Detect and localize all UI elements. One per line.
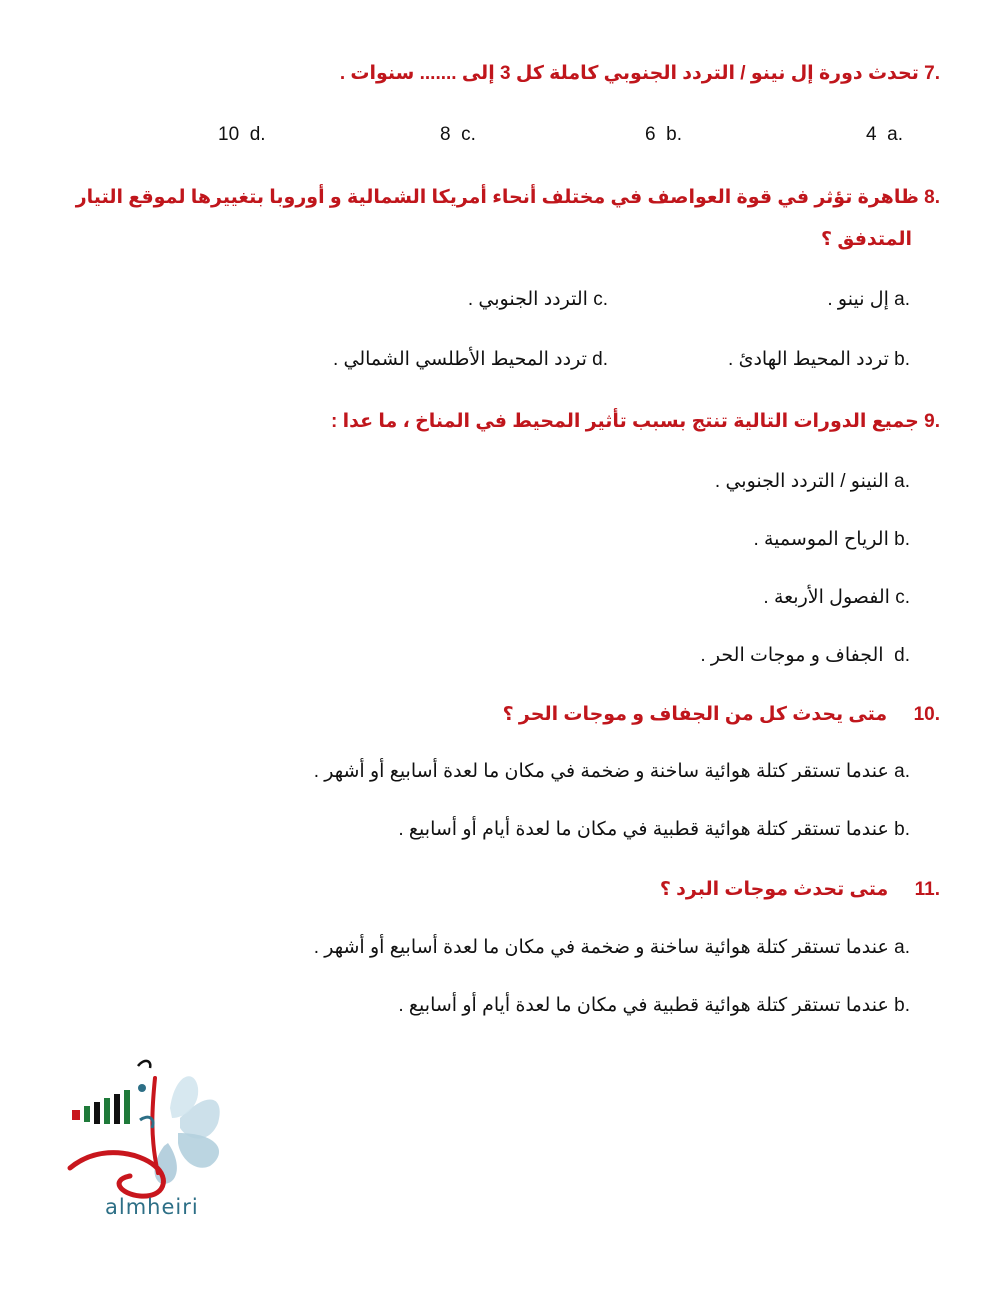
q8-option-b[interactable]: b. تردد المحيط الهادئ .	[728, 349, 910, 370]
q7-option-b[interactable]: 6 b.	[645, 124, 682, 145]
q8-option-c[interactable]: c. التردد الجنوبي .	[467, 289, 608, 310]
q9-option-d[interactable]: d. الجفاف و موجات الحر .	[700, 645, 910, 666]
question-11-text: متى تحدث موجات البرد ؟	[659, 879, 889, 900]
question-7-text: تحدث دورة إل نينو / التردد الجنوبي كاملة كل 3 إلى ....... سنوات .	[339, 63, 919, 84]
question-8	[76, 186, 940, 209]
q8-option-d[interactable]: d. تردد المحيط الأطلسي الشمالي .	[332, 349, 608, 370]
q9-option-a[interactable]: a. النينو / التردد الجنوبي .	[714, 471, 910, 492]
question-9	[331, 410, 940, 433]
logo-text: almheiri	[105, 1195, 199, 1219]
question-8-text-line1: ظاهرة تؤثر في قوة العواصف في مختلف أنحاء أمريكا الشمالية و أوروبا بتغييرها لموقع التيار	[75, 187, 919, 208]
q7-option-d[interactable]: 10 d.	[218, 124, 266, 145]
q10-option-a[interactable]: a. عندما تستقر كتلة هوائية ساخنة و ضخمة في مكان ما لعدة أسابيع أو أشهر .	[313, 761, 910, 782]
question-10-text: متى يحدث كل من الجفاف و موجات الحر ؟	[502, 704, 888, 725]
question-7-number: 7.	[924, 63, 940, 84]
question-11-number: 11.	[914, 879, 940, 900]
q7-option-a[interactable]: 4 a.	[866, 124, 903, 145]
question-10	[503, 703, 940, 726]
q11-option-b[interactable]: b. عندما تستقر كتلة هوائية قطبية في مكان ما لعدة أيام أو أسابيع .	[398, 995, 910, 1016]
q8-option-a[interactable]: a. إل نينو .	[827, 289, 910, 310]
q9-option-b[interactable]: b. الرياح الموسمية .	[753, 529, 910, 550]
question-7	[340, 62, 940, 85]
q10-option-b[interactable]: b. عندما تستقر كتلة هوائية قطبية في مكان ما لعدة أيام أو أسابيع .	[398, 819, 910, 840]
q7-option-c[interactable]: 8 c.	[440, 124, 476, 145]
question-11	[660, 878, 940, 901]
question-8-number: 8.	[924, 187, 940, 208]
q9-option-c[interactable]: c. الفصول الأربعة .	[763, 587, 910, 608]
question-9-number: 9.	[924, 411, 940, 432]
question-9-text: جميع الدورات التالية تنتج بسبب تأثير المحيط في المناخ ، ما عدا :	[331, 411, 919, 432]
q11-option-a[interactable]: a. عندما تستقر كتلة هوائية ساخنة و ضخمة في مكان ما لعدة أسابيع أو أشهر .	[313, 937, 910, 958]
question-10-number: 10.	[913, 704, 940, 725]
question-8-text-line2: المتدفق ؟	[821, 229, 912, 250]
